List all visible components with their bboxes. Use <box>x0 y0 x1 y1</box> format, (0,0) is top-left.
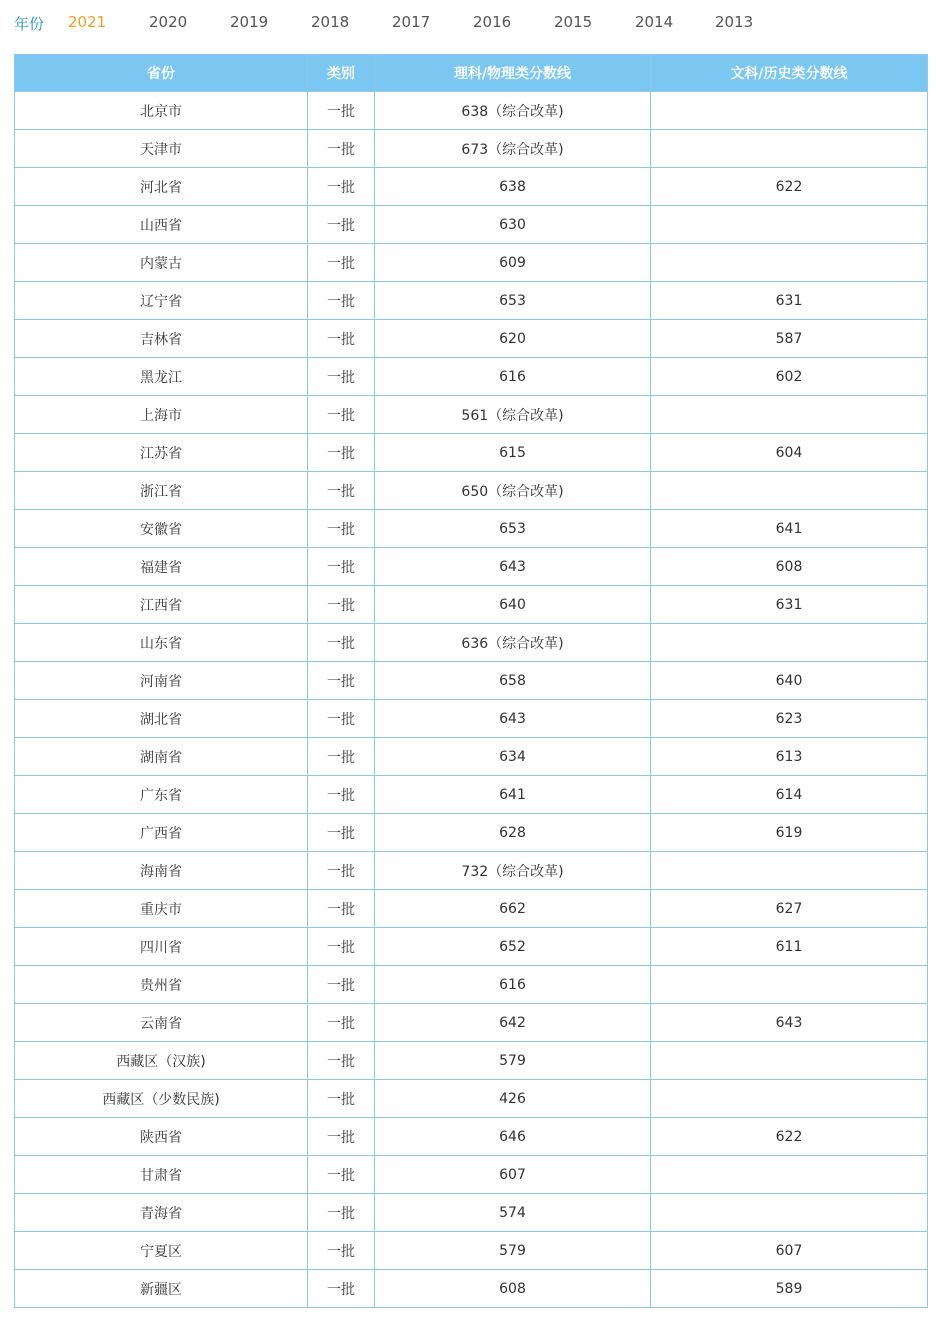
cell-province: 内蒙古 <box>15 244 308 282</box>
table-row <box>15 206 928 244</box>
cell-science-score: 640 <box>375 586 651 624</box>
cell-arts-score: 631 <box>651 586 928 624</box>
cell-category: 一批 <box>308 1004 375 1042</box>
table-row <box>15 966 928 1004</box>
table-row <box>15 1004 928 1042</box>
cell-category: 一批 <box>308 738 375 776</box>
cell-science-score: 616 <box>375 358 651 396</box>
table-row <box>15 1118 928 1156</box>
header-category: 类别 <box>308 55 375 92</box>
cell-category: 一批 <box>308 1156 375 1194</box>
cell-category: 一批 <box>308 814 375 852</box>
cell-arts-score: 641 <box>651 510 928 548</box>
year-tab-2013[interactable]: 2013 <box>715 13 754 31</box>
cell-science-score: 636（综合改革) <box>375 624 651 662</box>
header-arts-score: 文科/历史类分数线 <box>651 55 928 92</box>
cell-province: 吉林省 <box>15 320 308 358</box>
cell-science-score: 561（综合改革) <box>375 396 651 434</box>
cell-province: 云南省 <box>15 1004 308 1042</box>
cell-province: 贵州省 <box>15 966 308 1004</box>
cell-arts-score: 611 <box>651 928 928 966</box>
year-tab-2018[interactable]: 2018 <box>311 13 350 31</box>
cell-province: 广西省 <box>15 814 308 852</box>
cell-category: 一批 <box>308 624 375 662</box>
cell-arts-score: 622 <box>651 1118 928 1156</box>
score-table <box>14 54 928 1308</box>
cell-arts-score <box>651 1042 928 1080</box>
cell-arts-score: 587 <box>651 320 928 358</box>
cell-arts-score <box>651 244 928 282</box>
year-tab-2019[interactable]: 2019 <box>230 13 269 31</box>
cell-province: 河南省 <box>15 662 308 700</box>
cell-province: 湖北省 <box>15 700 308 738</box>
cell-category: 一批 <box>308 472 375 510</box>
score-table-header <box>15 55 928 92</box>
cell-province: 浙江省 <box>15 472 308 510</box>
score-table-body <box>15 92 928 1308</box>
year-tab-2017[interactable]: 2017 <box>392 13 431 31</box>
table-row <box>15 92 928 130</box>
year-filter-bar <box>0 0 939 46</box>
cell-category: 一批 <box>308 1232 375 1270</box>
cell-arts-score: 589 <box>651 1270 928 1308</box>
cell-arts-score: 613 <box>651 738 928 776</box>
cell-category: 一批 <box>308 586 375 624</box>
table-row <box>15 814 928 852</box>
cell-category: 一批 <box>308 510 375 548</box>
table-row <box>15 244 928 282</box>
cell-science-score: 653 <box>375 282 651 320</box>
cell-science-score: 608 <box>375 1270 651 1308</box>
cell-category: 一批 <box>308 1118 375 1156</box>
cell-science-score: 574 <box>375 1194 651 1232</box>
cell-category: 一批 <box>308 434 375 472</box>
cell-arts-score <box>651 966 928 1004</box>
cell-province: 西藏区（少数民族) <box>15 1080 308 1118</box>
cell-province: 福建省 <box>15 548 308 586</box>
cell-science-score: 579 <box>375 1042 651 1080</box>
cell-arts-score: 608 <box>651 548 928 586</box>
cell-category: 一批 <box>308 852 375 890</box>
cell-science-score: 662 <box>375 890 651 928</box>
cell-category: 一批 <box>308 320 375 358</box>
table-row <box>15 624 928 662</box>
cell-arts-score: 623 <box>651 700 928 738</box>
cell-arts-score <box>651 1194 928 1232</box>
cell-arts-score: 627 <box>651 890 928 928</box>
cell-arts-score: 619 <box>651 814 928 852</box>
cell-science-score: 607 <box>375 1156 651 1194</box>
cell-science-score: 579 <box>375 1232 651 1270</box>
cell-arts-score: 643 <box>651 1004 928 1042</box>
table-row <box>15 890 928 928</box>
cell-category: 一批 <box>308 282 375 320</box>
cell-category: 一批 <box>308 168 375 206</box>
table-row <box>15 1080 928 1118</box>
cell-science-score: 426 <box>375 1080 651 1118</box>
cell-province: 辽宁省 <box>15 282 308 320</box>
table-row <box>15 130 928 168</box>
cell-science-score: 641 <box>375 776 651 814</box>
cell-science-score: 732（综合改革) <box>375 852 651 890</box>
cell-science-score: 658 <box>375 662 651 700</box>
table-row <box>15 282 928 320</box>
cell-category: 一批 <box>308 130 375 168</box>
cell-province: 西藏区（汉族) <box>15 1042 308 1080</box>
cell-province: 广东省 <box>15 776 308 814</box>
table-row <box>15 586 928 624</box>
cell-arts-score: 640 <box>651 662 928 700</box>
cell-province: 黑龙江 <box>15 358 308 396</box>
table-row <box>15 472 928 510</box>
cell-province: 河北省 <box>15 168 308 206</box>
cell-science-score: 609 <box>375 244 651 282</box>
cell-arts-score: 614 <box>651 776 928 814</box>
table-row <box>15 396 928 434</box>
cell-science-score: 646 <box>375 1118 651 1156</box>
table-row <box>15 738 928 776</box>
cell-arts-score: 631 <box>651 282 928 320</box>
cell-province: 新疆区 <box>15 1270 308 1308</box>
year-tab-2021[interactable]: 2021 <box>68 13 107 31</box>
cell-category: 一批 <box>308 1080 375 1118</box>
cell-science-score: 638（综合改革) <box>375 92 651 130</box>
table-row <box>15 1194 928 1232</box>
cell-category: 一批 <box>308 776 375 814</box>
table-row <box>15 434 928 472</box>
cell-category: 一批 <box>308 966 375 1004</box>
table-row <box>15 1232 928 1270</box>
table-row <box>15 776 928 814</box>
table-row <box>15 1156 928 1194</box>
cell-province: 陕西省 <box>15 1118 308 1156</box>
cell-science-score: 652 <box>375 928 651 966</box>
cell-province: 四川省 <box>15 928 308 966</box>
cell-province: 上海市 <box>15 396 308 434</box>
cell-science-score: 642 <box>375 1004 651 1042</box>
table-row <box>15 1270 928 1308</box>
table-row <box>15 168 928 206</box>
table-row <box>15 662 928 700</box>
cell-category: 一批 <box>308 358 375 396</box>
cell-arts-score <box>651 472 928 510</box>
year-tab-2015[interactable]: 2015 <box>554 13 593 31</box>
cell-category: 一批 <box>308 548 375 586</box>
cell-arts-score <box>651 1156 928 1194</box>
header-province: 省份 <box>15 55 308 92</box>
cell-arts-score <box>651 130 928 168</box>
cell-province: 江苏省 <box>15 434 308 472</box>
cell-arts-score <box>651 206 928 244</box>
cell-science-score: 653 <box>375 510 651 548</box>
table-row <box>15 700 928 738</box>
cell-science-score: 620 <box>375 320 651 358</box>
cell-province: 江西省 <box>15 586 308 624</box>
cell-arts-score: 602 <box>651 358 928 396</box>
cell-arts-score: 604 <box>651 434 928 472</box>
cell-science-score: 634 <box>375 738 651 776</box>
cell-province: 湖南省 <box>15 738 308 776</box>
cell-category: 一批 <box>308 1194 375 1232</box>
table-row <box>15 928 928 966</box>
cell-arts-score <box>651 852 928 890</box>
cell-category: 一批 <box>308 396 375 434</box>
table-row <box>15 852 928 890</box>
cell-arts-score <box>651 1080 928 1118</box>
table-row <box>15 548 928 586</box>
cell-province: 北京市 <box>15 92 308 130</box>
cell-science-score: 638 <box>375 168 651 206</box>
cell-category: 一批 <box>308 92 375 130</box>
cell-arts-score <box>651 92 928 130</box>
cell-category: 一批 <box>308 662 375 700</box>
cell-science-score: 673（综合改革) <box>375 130 651 168</box>
year-filter-label: 年份 <box>14 15 45 33</box>
table-row <box>15 510 928 548</box>
cell-category: 一批 <box>308 890 375 928</box>
table-row <box>15 1042 928 1080</box>
cell-category: 一批 <box>308 700 375 738</box>
table-row <box>15 358 928 396</box>
cell-category: 一批 <box>308 1042 375 1080</box>
cell-science-score: 616 <box>375 966 651 1004</box>
year-tab-2014[interactable]: 2014 <box>635 13 674 31</box>
cell-province: 天津市 <box>15 130 308 168</box>
cell-province: 宁夏区 <box>15 1232 308 1270</box>
cell-category: 一批 <box>308 244 375 282</box>
cell-category: 一批 <box>308 206 375 244</box>
table-row <box>15 320 928 358</box>
cell-science-score: 643 <box>375 548 651 586</box>
cell-science-score: 615 <box>375 434 651 472</box>
cell-science-score: 643 <box>375 700 651 738</box>
cell-province: 安徽省 <box>15 510 308 548</box>
cell-science-score: 628 <box>375 814 651 852</box>
cell-science-score: 630 <box>375 206 651 244</box>
cell-arts-score: 622 <box>651 168 928 206</box>
cell-province: 山西省 <box>15 206 308 244</box>
cell-arts-score <box>651 624 928 662</box>
cell-province: 海南省 <box>15 852 308 890</box>
year-tab-2020[interactable]: 2020 <box>149 13 188 31</box>
year-tab-2016[interactable]: 2016 <box>473 13 512 31</box>
cell-province: 甘肃省 <box>15 1156 308 1194</box>
cell-province: 青海省 <box>15 1194 308 1232</box>
cell-province: 山东省 <box>15 624 308 662</box>
cell-category: 一批 <box>308 928 375 966</box>
header-science-score: 理科/物理类分数线 <box>375 55 651 92</box>
header-row <box>15 55 928 92</box>
cell-arts-score <box>651 396 928 434</box>
cell-arts-score: 607 <box>651 1232 928 1270</box>
cell-province: 重庆市 <box>15 890 308 928</box>
cell-science-score: 650（综合改革) <box>375 472 651 510</box>
cell-category: 一批 <box>308 1270 375 1308</box>
